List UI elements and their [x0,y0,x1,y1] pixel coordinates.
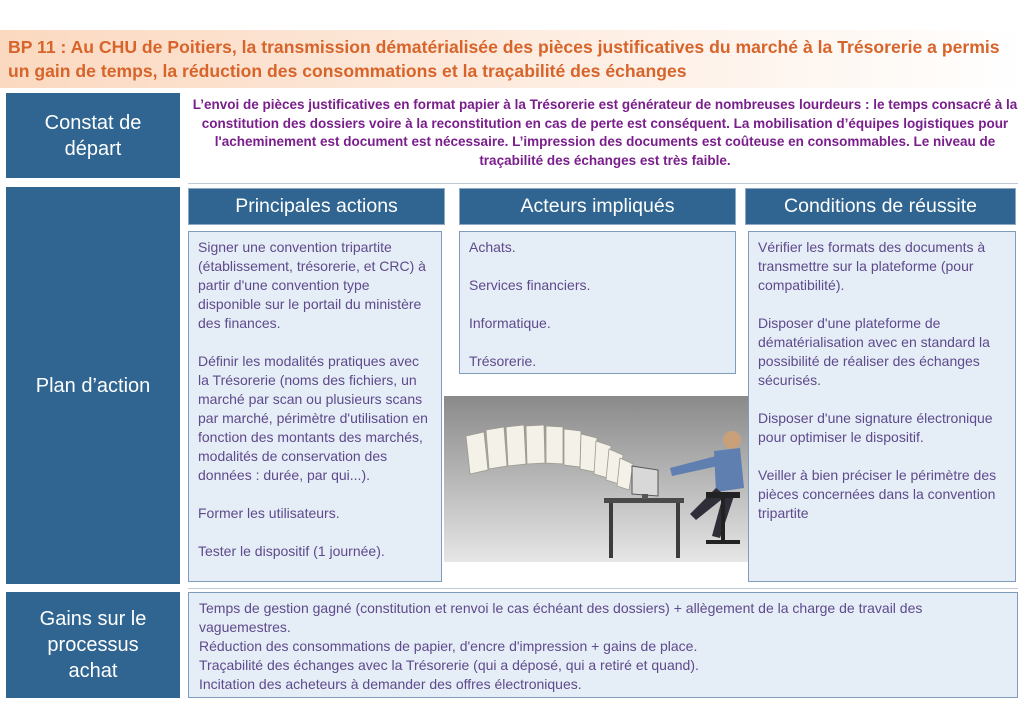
gains-label-line: processus [47,634,139,656]
gains-list [188,592,1018,698]
list-item: Trésorerie. [469,353,537,369]
list-item: Former les utilisateurs. [198,505,340,521]
constat-label-line: Constat de [44,111,142,134]
list-item: Réduction des consommations de papier, d'encre d'impression + gains de place. [199,638,698,654]
acteurs-list [459,231,736,374]
list-item: Disposer d'une signature électronique pour optimiser le dispositif. [758,410,993,445]
list-item: Temps de gestion gagné (constitution et renvoi le cas échéant des dossiers) + allègement de la charge de travail des vaguemestres. [199,600,923,635]
list-item: Vérifier les formats des documents à transmettre sur la plateforme (pour compatibilité). [758,239,986,293]
illustration-papers-computer [444,396,748,562]
list-item: Tester le dispositif (1 journée). [198,543,385,559]
divider [188,588,1018,589]
divider [188,183,1018,184]
page-title: BP 11 : Au CHU de Poitiers, la transmission dématérialisée des pièces justificatives du marché à la Trésorerie a permis un gain de temps, la réduction des consommations et la traçabilité des échanges [0,30,1023,88]
list-item: Veiller à bien préciser le périmètre des pièces concernées dans la convention tripartite [758,467,997,521]
constat-label-line: départ [64,137,122,160]
gains-label-line: achat [68,660,118,682]
column-header-conditions: Conditions de réussite [745,188,1016,225]
column-header-acteurs: Acteurs impliqués [459,188,736,225]
constat-label [6,93,180,178]
conditions-list [748,231,1016,582]
plan-label-text: Plan d’action [35,374,151,397]
papers-flying-icon [444,396,748,562]
list-item: Disposer d'une plateforme de dématérialisation avec en standard la possibilité de réaliser des échanges sécurisés. [758,315,990,388]
gains-label-line: Gains sur le [39,608,147,630]
list-item: Services financiers. [469,277,591,293]
list-item: Achats. [469,239,516,255]
gains-label [6,592,180,698]
plan-label [6,187,180,584]
list-item: Signer une convention tripartite (établissement, trésorerie, et CRC) à partir d'une convention type disponible sur le portail du ministère des finances. [198,239,426,331]
list-item: Traçabilité des échanges avec la Trésorerie (qui a déposé, qui a retiré et quand). [199,657,699,673]
constat-text: L’envoi de pièces justificatives en format papier à la Trésorerie est générateur de nombreuses lourdeurs : le temps consacré à la constitution des dossiers voire à la reconstitution en cas de perte est conséquent. La mobilisation d’équipes logistiques pour l'acheminement est document est nécessaire. L’impression des documents est coûteuse en consommables. Le niveau de traçabilité des échanges est très faible. [192,97,1018,168]
column-header-actions: Principales actions [188,188,445,225]
list-item: Définir les modalités pratiques avec la Trésorerie (noms des fichiers, un marché par scan ou plusieurs scans par marché, périmètre d'utilisation en fonction des montants des marchés, modalités de conservation des données : durée, par qui...). [198,353,428,483]
actions-list [188,231,442,582]
list-item: Informatique. [469,315,551,331]
list-item: Incitation des acheteurs à demander des offres électroniques. [199,676,582,692]
